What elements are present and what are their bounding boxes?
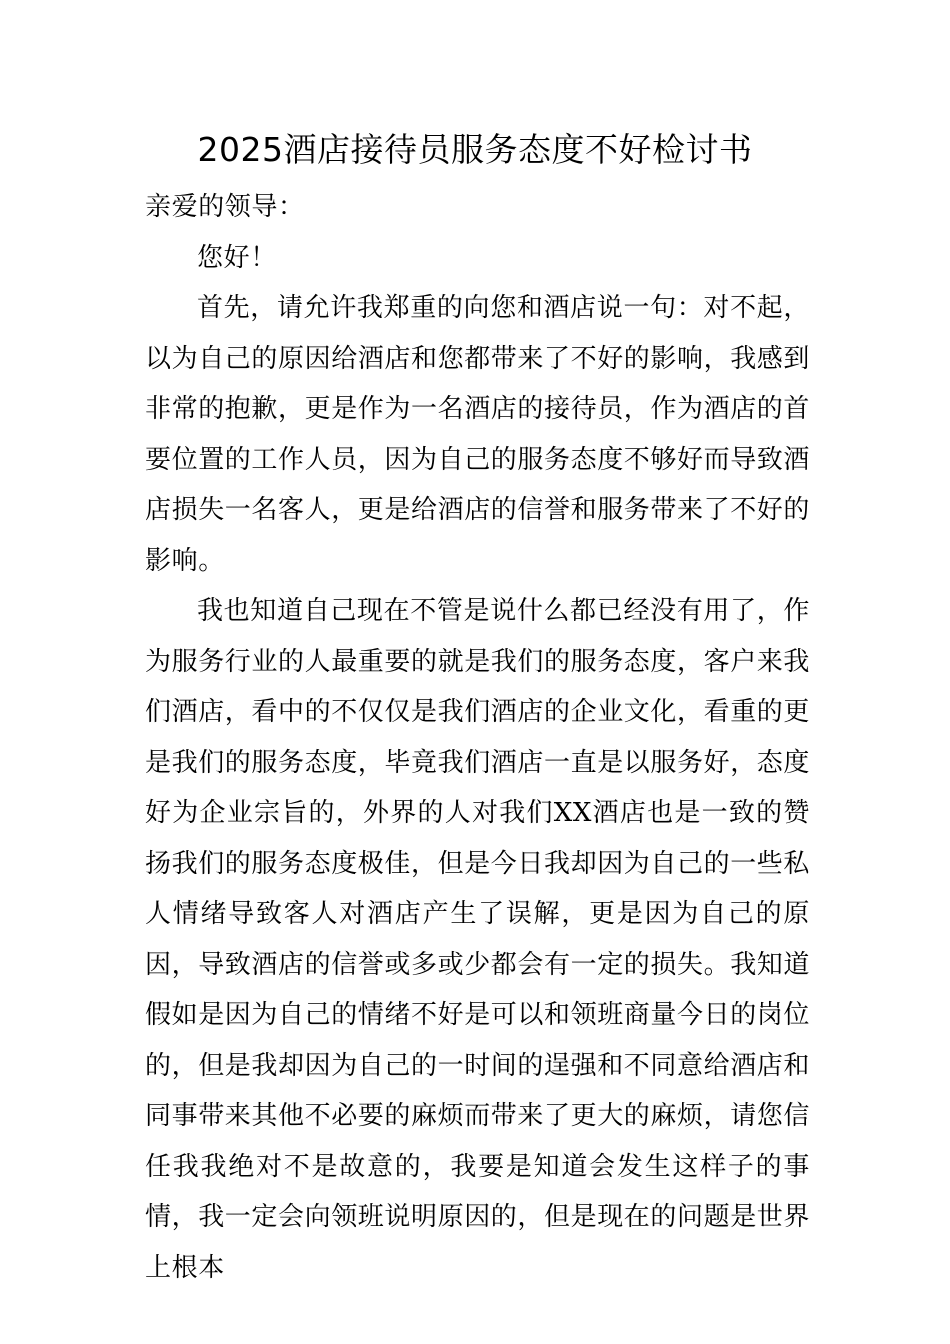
paragraph-2: 我也知道自己现在不管是说什么都已经没有用了，作为服务行业的人最重要的就是我们的服务态度，客户来我们酒店，看中的不仅仅是我们酒店的企业文化，看重的更是我们的服务态度，毕竟我们酒店一直是以服务好，态度好为企业宗旨的，外界的人对我们XX酒店也是一致的赞扬我们的服务态度极佳，但是今日我却因为自己的一些私人情绪导致客人对酒店产生了误解，更是因为自己的原因，导致酒店的信誉或多或少都会有一定的损失。我知道假如是因为自己的情绪不好是可以和领班商量今日的岗位的，但是我却因为自己的一时间的逞强和不同意给酒店和同事带来其他不必要的麻烦而带来了更大的麻烦，请您信任我我绝对不是故意的，我要是知道会发生这样子的事情，我一定会向领班说明原因的，但是现在的问题是世界上根本 [145, 596, 811, 1283]
salutation: 亲爱的领导： [145, 192, 305, 222]
greeting: 您好！ [197, 242, 277, 273]
document-body [145, 182, 810, 1293]
document-title: 2025酒店接待员服务态度不好检讨书 [197, 130, 753, 169]
paragraph-1: 首先，请允许我郑重的向您和酒店说一句：对不起，以为自己的原因给酒店和您都带来了不好的影响，我感到非常的抱歉，更是作为一名酒店的接待员，作为酒店的首要位置的工作人员，因为自己的服务态度不够好而导致酒店损失一名客人，更是给酒店的信誉和服务带来了不好的影响。 [145, 293, 811, 576]
